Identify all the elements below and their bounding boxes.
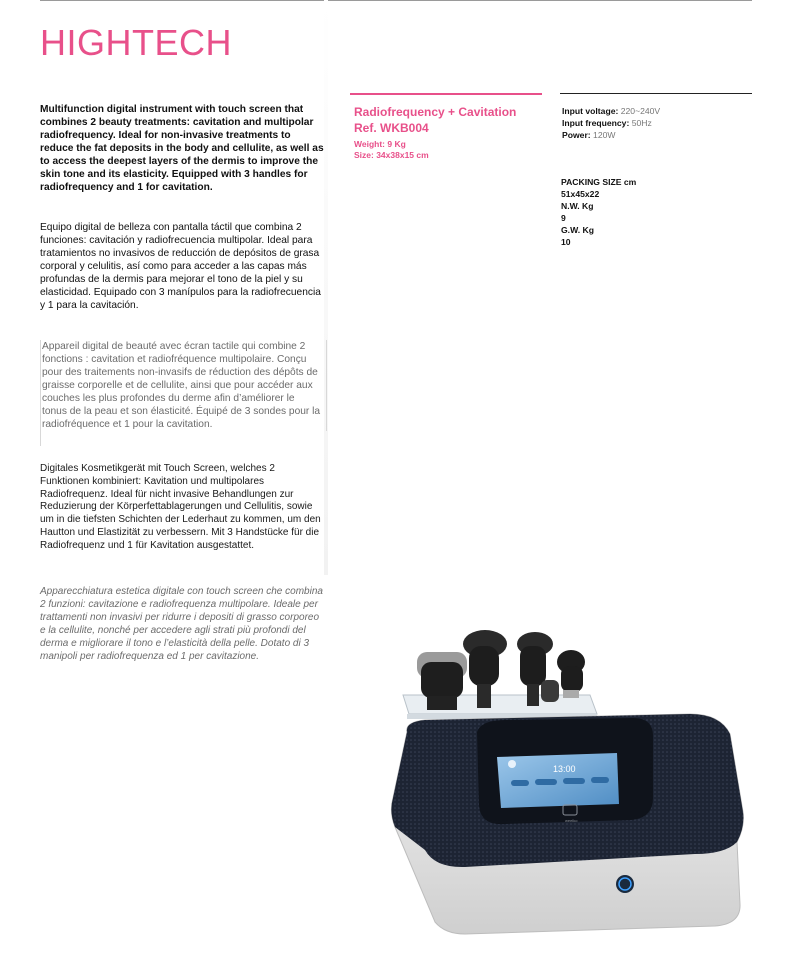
power-button-icon	[616, 875, 634, 893]
packing-dims: 51x45x22	[561, 189, 600, 199]
device-image	[385, 622, 750, 942]
description-it: Apparecchiatura estetica digitale con touch screen che combina 2 funzioni: cavitazione e radiofrequenza multipolare. Ideale per trattamenti non invasivi per ridurre i depositi di grasso corporeo e la cellulite, nonché per accedere agli strati più profondi del derma e migliorare il tono e l’elasticità della pelle. Dotato di 3 manipoli per radiofrequenza ed 1 per cavitazione.	[40, 586, 323, 662]
top-rule	[40, 0, 752, 1]
rf-handle-small	[541, 650, 585, 702]
spec-power	[562, 130, 616, 140]
packing-nw-value: 9	[561, 213, 566, 223]
description-fr: Appareil digital de beauté avec écran tactile qui combine 2 fonctions : cavitation et radiofréquence multipolaire. Conçu pour des traitements non-invasifs de réduction des dépôts de graisse corporelle et de cellulite, ainsi que pour accéder aux couches les plus profondes du derme afin d’améliorer le tonus de la peau et son élasticité. Équipé de 3 sondes pour la radiofréquence et 1 pour la cavitation.	[42, 340, 327, 431]
spec-power-label: Power:	[562, 130, 591, 140]
device-screen	[497, 753, 619, 808]
brand-title: HIGHTECH	[40, 22, 232, 63]
packing-gw-label: G.W. Kg	[561, 225, 594, 235]
product-size: Size: 34x38x15 cm	[354, 150, 429, 160]
spec-voltage-label: Input voltage:	[562, 106, 619, 116]
description-en: Multifunction digital instrument with touch screen that combines 2 beauty treatments: cavitation and multipolar radiofrequency. Ideal for non-invasive treatments to reduce the fat deposits in the body and cellulite, as well as to access the deepest layers of the dermis to improve the skin tone and its elasticity. Equipped with 3 handles for radiofrequency and 1 for cavitation.	[40, 104, 324, 193]
spec-voltage	[562, 106, 660, 116]
spec-frequency-value: 50Hz	[631, 118, 652, 128]
spec-power-value: 120W	[593, 130, 616, 140]
packing-gw-value: 10	[561, 237, 571, 247]
packing-nw-label: N.W. Kg	[561, 201, 594, 211]
screen-time: 13:00	[553, 764, 576, 774]
spec-rule	[560, 93, 752, 94]
description-de: Digitales Kosmetikgerät mit Touch Screen, welches 2 Funktionen kombiniert: Kavitation und multipolares Radiofrequenz. Ideal für nicht invasive Behandlungen zur Reduzierung der Körperfettablagerungen und Cellulitis, sowie um in die tiefsten Schichten der Lederhaut zu kommen, um den Hautton und Elastizität zu verbessern. Mit 3 Handstücke für die Radiofrequenz und 1 für Kavitation ausgestattet.	[40, 463, 321, 551]
product-weight: Weight: 9 Kg	[354, 139, 406, 149]
description-es: Equipo digital de belleza con pantalla táctil que combina 2 funciones: cavitación y radiofrecuencia multipolar. Ideal para tratamientos no invasivos de reducción de depósitos de grasa corporal y celulitis, así como para acceder a las capas más profundas de la dermis para mejorar el tono de la piel y su elasticidad. Equipado con 3 manípulos para la radiofrecuencia y 1 para la cavitación.	[40, 222, 321, 311]
device-logo-text: weelko	[565, 818, 578, 823]
spec-frequency-label: Input frequency:	[562, 118, 630, 128]
packing-title: PACKING SIZE cm	[561, 177, 637, 187]
product-ref: Ref. WKB004	[354, 121, 429, 135]
device-body	[391, 714, 743, 934]
product-rule	[350, 93, 542, 95]
spec-voltage-value: 220~240V	[620, 106, 661, 116]
description-fr-border	[40, 340, 41, 446]
column-divider	[324, 0, 328, 575]
spec-frequency	[562, 118, 652, 128]
product-title: Radiofrequency + Cavitation	[354, 105, 517, 119]
